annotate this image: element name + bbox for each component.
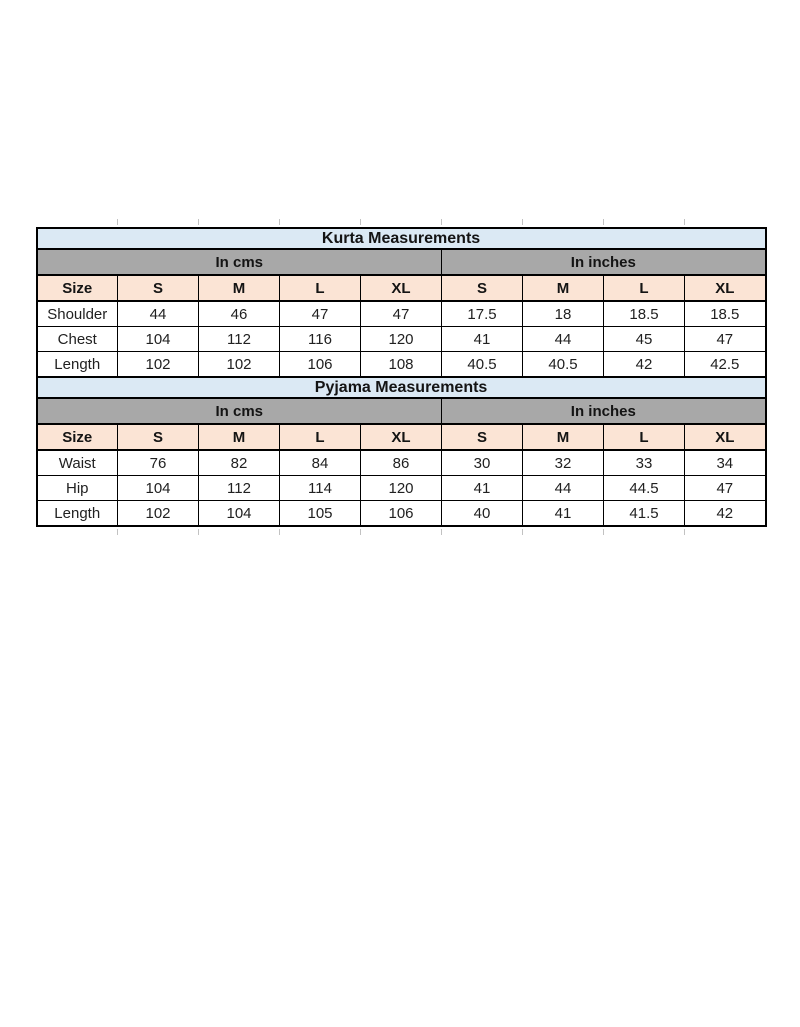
- value-cell: 47: [280, 301, 361, 327]
- value-cell: 44.5: [604, 476, 685, 501]
- gridline-tick: [684, 529, 685, 535]
- value-cell: 42.5: [685, 352, 766, 378]
- measurement-label: Length: [37, 501, 118, 527]
- table-row: [37, 327, 766, 352]
- gridline-tick: [603, 219, 604, 225]
- value-cell: 102: [199, 352, 280, 378]
- size-column-header: S: [118, 424, 199, 450]
- size-column-header: M: [523, 424, 604, 450]
- value-cell: 112: [199, 476, 280, 501]
- value-cell: 41: [442, 327, 523, 352]
- value-cell: 120: [361, 476, 442, 501]
- measurement-label: Length: [37, 352, 118, 378]
- value-cell: 47: [685, 476, 766, 501]
- table-row: [37, 301, 766, 327]
- table-row: [37, 275, 766, 301]
- value-cell: 30: [442, 450, 523, 476]
- value-cell: 41.5: [604, 501, 685, 527]
- table-row: [37, 249, 766, 275]
- value-cell: 86: [361, 450, 442, 476]
- value-cell: 104: [118, 327, 199, 352]
- value-cell: 41: [442, 476, 523, 501]
- size-column-header: L: [604, 424, 685, 450]
- size-column-header: S: [442, 275, 523, 301]
- measurement-label: Waist: [37, 450, 118, 476]
- gridline-tick: [360, 219, 361, 225]
- gridline-tick: [684, 219, 685, 225]
- table-row: [37, 352, 766, 378]
- unit-header-inches: In inches: [442, 398, 766, 424]
- size-column-header: L: [604, 275, 685, 301]
- gridline-tick: [279, 529, 280, 535]
- table-row: [37, 424, 766, 450]
- gridline-tick: [117, 219, 118, 225]
- table-row: [37, 501, 766, 527]
- value-cell: 33: [604, 450, 685, 476]
- size-column-header: S: [442, 424, 523, 450]
- value-cell: 120: [361, 327, 442, 352]
- section-title: Kurta Measurements: [37, 228, 766, 249]
- table-row: [37, 450, 766, 476]
- section-title: Pyjama Measurements: [37, 377, 766, 398]
- size-column-header: M: [523, 275, 604, 301]
- value-cell: 46: [199, 301, 280, 327]
- gridline-tick: [522, 219, 523, 225]
- size-header-cell: Size: [37, 275, 118, 301]
- table-row: [37, 377, 766, 398]
- gridline-tick: [198, 219, 199, 225]
- value-cell: 82: [199, 450, 280, 476]
- size-column-header: XL: [361, 275, 442, 301]
- value-cell: 76: [118, 450, 199, 476]
- value-cell: 116: [280, 327, 361, 352]
- value-cell: 44: [118, 301, 199, 327]
- pyjama-section: [37, 377, 766, 526]
- value-cell: 45: [604, 327, 685, 352]
- value-cell: 84: [280, 450, 361, 476]
- value-cell: 102: [118, 352, 199, 378]
- value-cell: 112: [199, 327, 280, 352]
- page: [0, 227, 800, 1027]
- size-header-cell: Size: [37, 424, 118, 450]
- value-cell: 42: [685, 501, 766, 527]
- value-cell: 32: [523, 450, 604, 476]
- value-cell: 114: [280, 476, 361, 501]
- gridline-tick: [603, 529, 604, 535]
- table-row: [37, 476, 766, 501]
- size-column-header: L: [280, 275, 361, 301]
- value-cell: 106: [280, 352, 361, 378]
- size-column-header: M: [199, 275, 280, 301]
- value-cell: 18.5: [604, 301, 685, 327]
- gridline-tick: [522, 529, 523, 535]
- gridline-tick: [279, 219, 280, 225]
- value-cell: 40.5: [523, 352, 604, 378]
- size-chart: [36, 227, 765, 527]
- size-column-header: XL: [361, 424, 442, 450]
- measurement-label: Hip: [37, 476, 118, 501]
- gridline-tick: [198, 529, 199, 535]
- measurements-table: [36, 227, 767, 527]
- table-row: [37, 228, 766, 249]
- gridline-tick: [360, 529, 361, 535]
- value-cell: 47: [685, 327, 766, 352]
- gridline-tick: [441, 529, 442, 535]
- value-cell: 42: [604, 352, 685, 378]
- value-cell: 44: [523, 476, 604, 501]
- unit-header-inches: In inches: [442, 249, 766, 275]
- value-cell: 34: [685, 450, 766, 476]
- value-cell: 18: [523, 301, 604, 327]
- gridline-tick: [441, 219, 442, 225]
- size-column-header: M: [199, 424, 280, 450]
- size-column-header: S: [118, 275, 199, 301]
- table-row: [37, 398, 766, 424]
- measurement-label: Shoulder: [37, 301, 118, 327]
- value-cell: 106: [361, 501, 442, 527]
- value-cell: 104: [199, 501, 280, 527]
- value-cell: 41: [523, 501, 604, 527]
- unit-header-cms: In cms: [37, 249, 442, 275]
- value-cell: 44: [523, 327, 604, 352]
- unit-header-cms: In cms: [37, 398, 442, 424]
- size-column-header: L: [280, 424, 361, 450]
- size-column-header: XL: [685, 275, 766, 301]
- measurement-label: Chest: [37, 327, 118, 352]
- value-cell: 40: [442, 501, 523, 527]
- gridline-tick: [117, 529, 118, 535]
- value-cell: 105: [280, 501, 361, 527]
- value-cell: 18.5: [685, 301, 766, 327]
- value-cell: 108: [361, 352, 442, 378]
- value-cell: 47: [361, 301, 442, 327]
- value-cell: 40.5: [442, 352, 523, 378]
- size-column-header: XL: [685, 424, 766, 450]
- value-cell: 102: [118, 501, 199, 527]
- value-cell: 17.5: [442, 301, 523, 327]
- value-cell: 104: [118, 476, 199, 501]
- kurta-section: [37, 228, 766, 377]
